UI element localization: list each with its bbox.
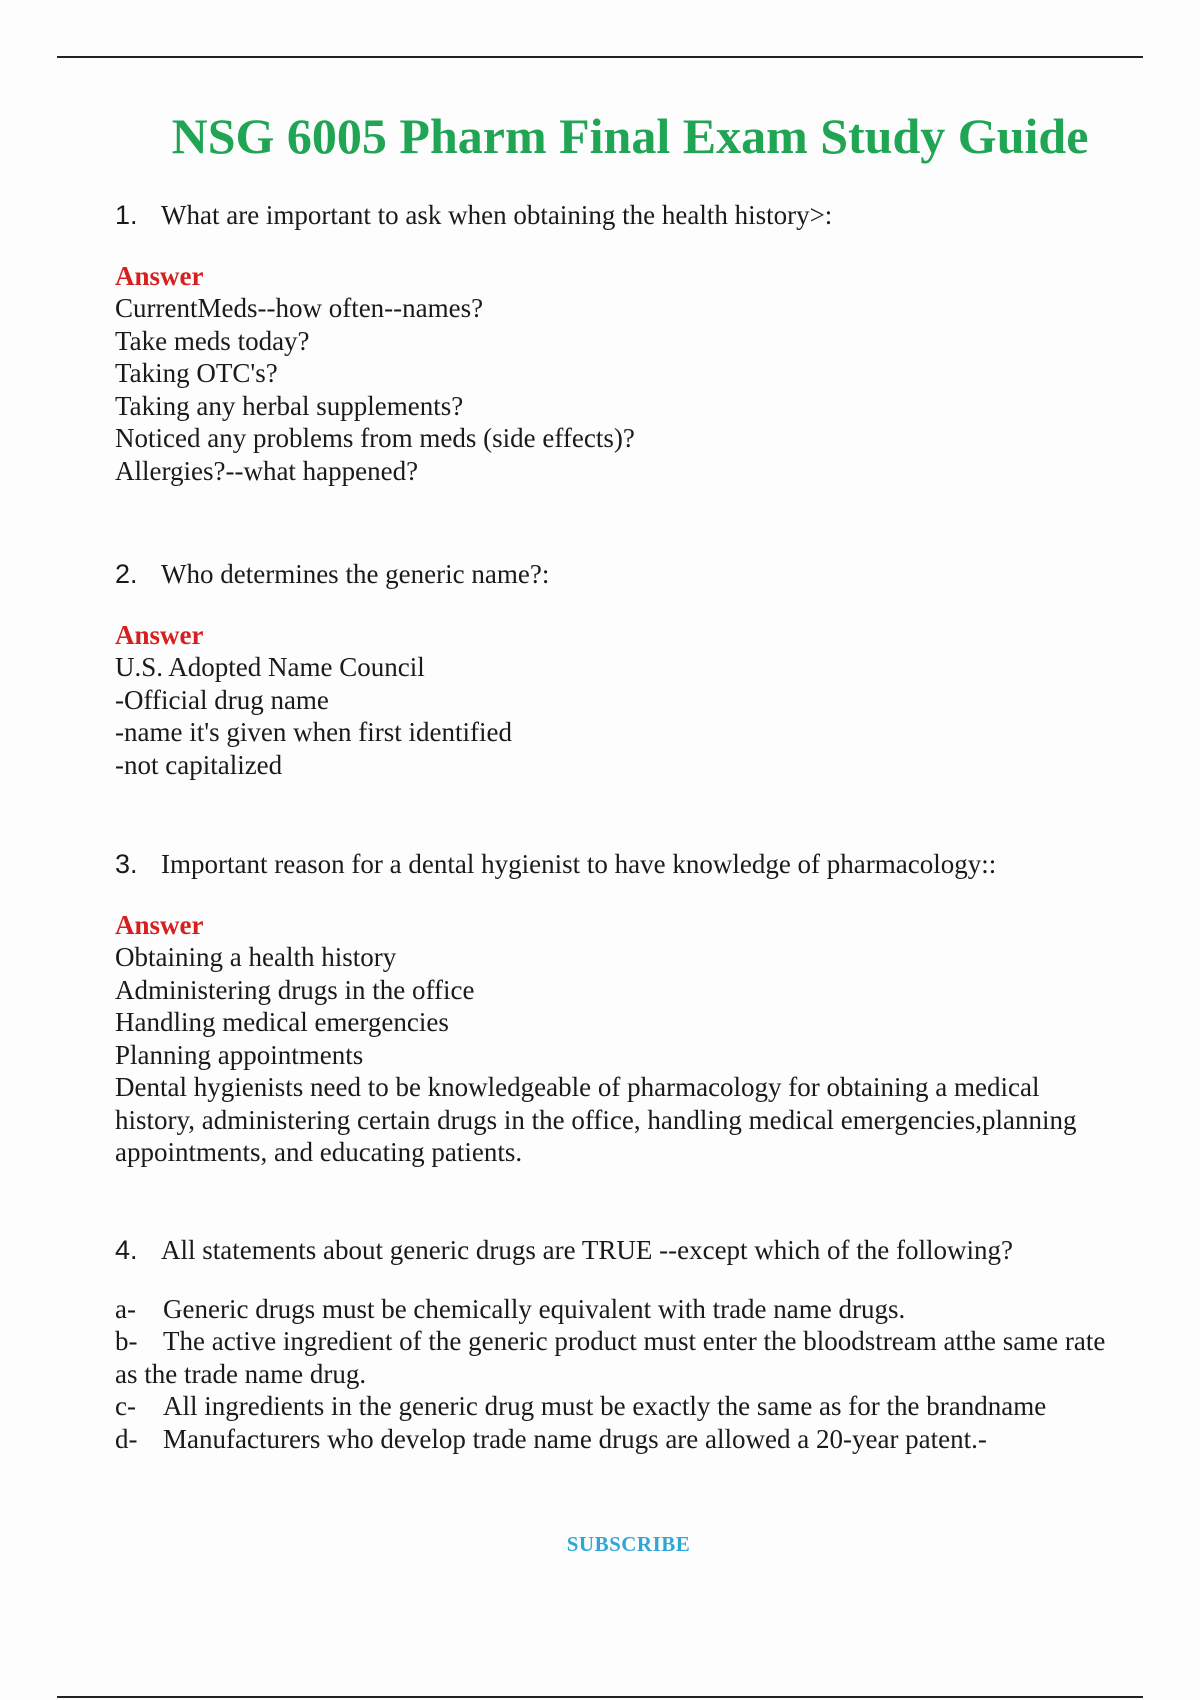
question-text: All statements about generic drugs are TRUE --except which of the following? — [161, 1234, 1013, 1265]
qa-block-3 — [115, 847, 1145, 1169]
question-1 — [115, 198, 1145, 232]
question-text: Who determines the generic name?: — [161, 559, 550, 589]
answer-line: Dental hygienists need to be knowledgeable of pharmacology for obtaining a medical — [115, 1072, 1040, 1102]
option-a — [115, 1293, 1145, 1326]
answer-line: -name it's given when first identified — [115, 717, 513, 747]
answer-line: Taking OTC's? — [115, 358, 278, 388]
option-c — [115, 1390, 1145, 1423]
question-3 — [115, 847, 1145, 881]
answer-line: Taking any herbal supplements? — [115, 390, 464, 421]
option-letter: c- — [115, 1391, 136, 1421]
answer-line: Take meds today? — [115, 325, 310, 356]
option-text: All ingredients in the generic drug must be exactly the same as for the brandname — [163, 1391, 1047, 1421]
option-letter: a- — [115, 1293, 136, 1324]
option-text: Manufacturers who develop trade name drugs are allowed a 20-year patent.- — [163, 1423, 987, 1454]
option-b-continued — [115, 1358, 1145, 1391]
question-number: 3. — [115, 849, 138, 879]
answer-line: CurrentMeds--how often--names? — [115, 293, 484, 323]
answer-line: Allergies?--what happened? — [115, 455, 419, 486]
answer-3 — [115, 941, 1145, 1169]
answer-line: U.S. Adopted Name Council — [115, 652, 425, 682]
option-text: as the trade name drug. — [115, 1358, 367, 1389]
option-letter: d- — [115, 1423, 138, 1454]
option-b — [115, 1325, 1145, 1358]
answer-label: Answer — [115, 910, 204, 940]
option-letter: b- — [115, 1326, 138, 1356]
answer-line: -Official drug name — [115, 684, 329, 715]
question-number: 4. — [115, 1234, 138, 1265]
answer-line: -not capitalized — [115, 749, 283, 780]
question-2 — [115, 557, 1145, 591]
option-text: Generic drugs must be chemically equivalent with trade name drugs. — [163, 1293, 906, 1324]
answer-line: history, administering certain drugs in the office, handling medical emergencies,planning — [115, 1104, 1077, 1135]
qa-block-2 — [115, 557, 1145, 781]
answer-2 — [115, 651, 1145, 781]
question-text: What are important to ask when obtaining the health history>: — [161, 200, 833, 230]
answer-1 — [115, 292, 1145, 487]
qa-block-1 — [115, 198, 1145, 487]
answer-line: Handling medical emergencies — [115, 1007, 449, 1037]
question-number: 2. — [115, 559, 138, 589]
options-list — [115, 1293, 1145, 1456]
subscribe-link[interactable]: SUBSCRIBE — [566, 1532, 691, 1556]
document-body — [115, 198, 1145, 1525]
question-4 — [115, 1233, 1145, 1267]
qa-block-4 — [115, 1233, 1145, 1456]
answer-line: Obtaining a health history — [115, 942, 397, 972]
question-number: 1. — [115, 200, 138, 230]
answer-label: Answer — [115, 620, 204, 650]
answer-line: Administering drugs in the office — [115, 974, 475, 1005]
option-d — [115, 1423, 1145, 1456]
answer-label: Answer — [115, 261, 204, 291]
document-title: NSG 6005 Pharm Final Exam Study Guide — [171, 107, 1089, 164]
answer-line: Planning appointments — [115, 1039, 364, 1070]
bottom-divider — [57, 1696, 1143, 1698]
option-text: The active ingredient of the generic product must enter the bloodstream atthe same rate — [163, 1326, 1106, 1356]
answer-line: appointments, and educating patients. — [115, 1137, 523, 1167]
answer-line: Noticed any problems from meds (side effects)? — [115, 423, 635, 453]
question-text: Important reason for a dental hygienist to have knowledge of pharmacology:: — [161, 849, 997, 879]
top-divider — [57, 56, 1143, 58]
